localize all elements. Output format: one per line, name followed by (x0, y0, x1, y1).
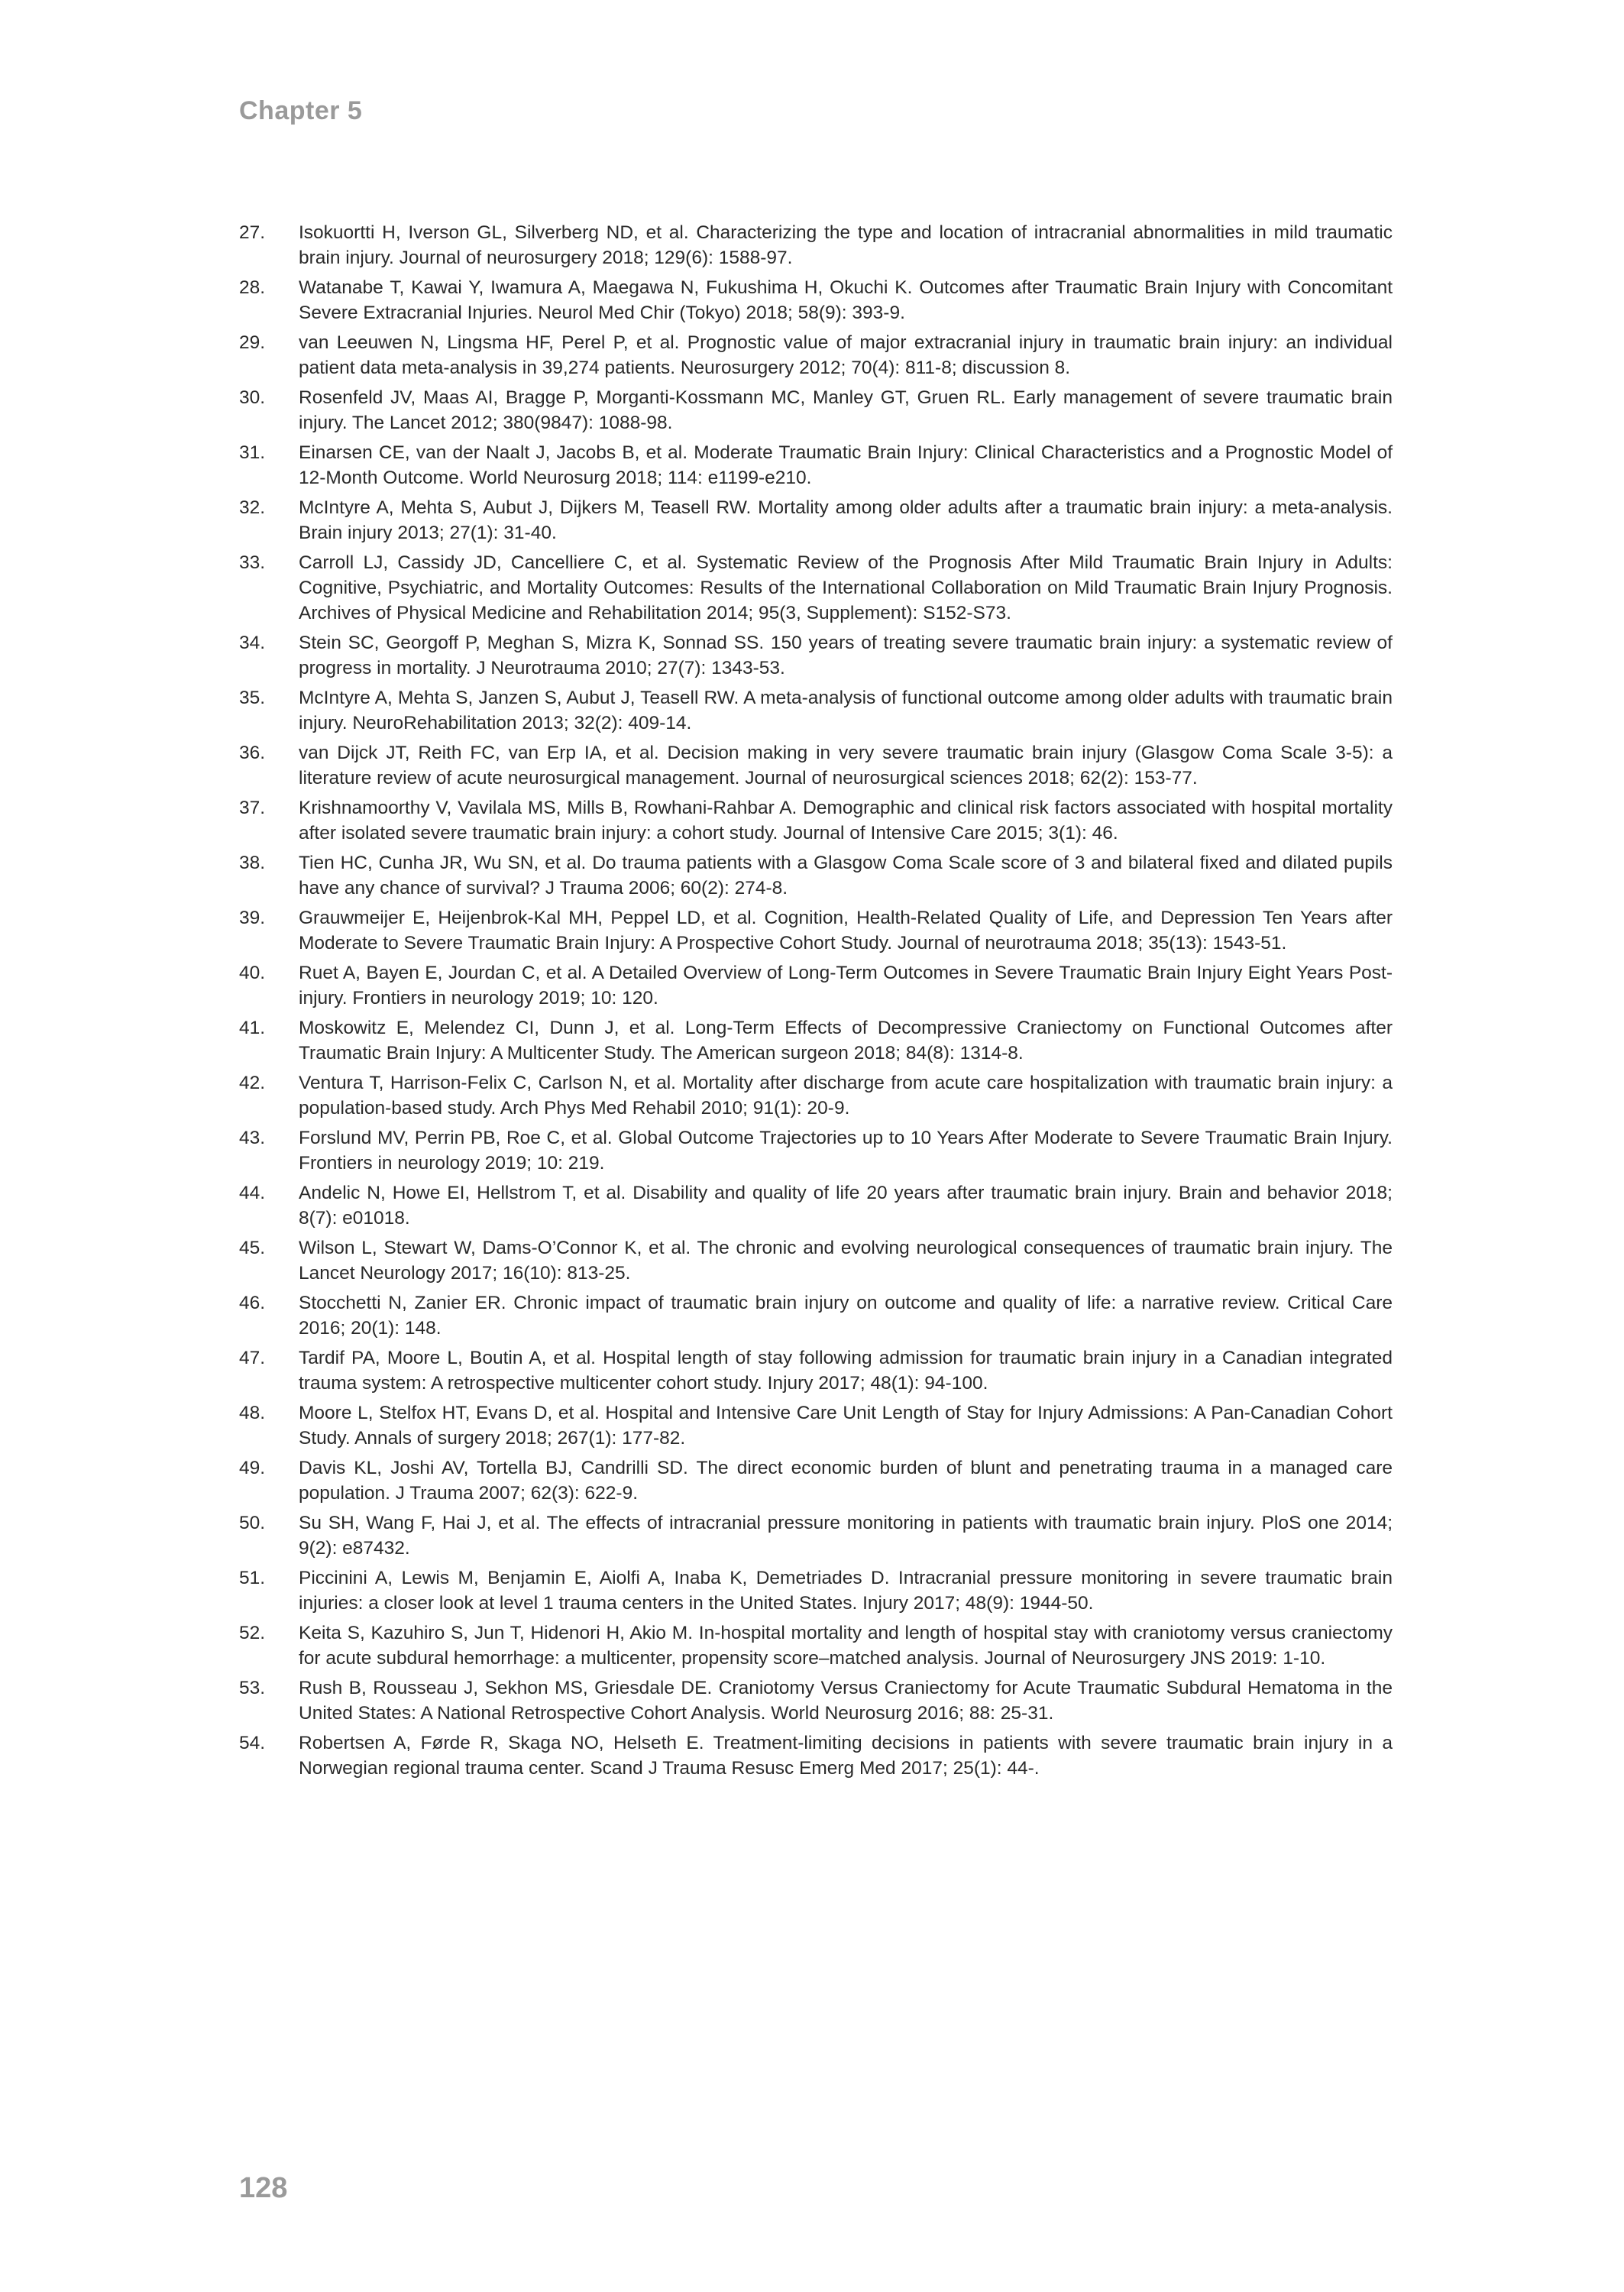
reference-item (239, 1675, 1393, 1726)
reference-text: Stein SC, Georgoff P, Meghan S, Mizra K, Sonnad SS. 150 years of treating severe traumatic brain injury: a systematic review of progress in mortality. J Neurotrauma 2010; 27(7): 1343-53. (299, 633, 1393, 678)
reference-text: Stocchetti N, Zanier ER. Chronic impact of traumatic brain injury on outcome and quality of life: a narrative review. Critical Care 2016; 20(1): 148. (299, 1293, 1393, 1339)
reference-item (239, 1235, 1393, 1286)
reference-number: 28. (239, 277, 266, 298)
reference-number: 36. (239, 743, 266, 763)
reference-item (239, 495, 1393, 545)
reference-text: Rush B, Rousseau J, Sekhon MS, Griesdale DE. Craniotomy Versus Craniectomy for Acute Traumatic Subdural Hematoma in the United States: A National Retrospective Cohort Analysis. World Neurosurg 2016; 88: 25-31. (299, 1678, 1393, 1724)
reference-text: Tardif PA, Moore L, Boutin A, et al. Hospital length of stay following admission for traumatic brain injury in a Canadian integrated trauma system: A retrospective multicenter cohort study. Injury 2017; 48(1): 94-100. (299, 1348, 1393, 1394)
chapter-header: Chapter 5 (239, 96, 363, 125)
reference-text: Moskowitz E, Melendez CI, Dunn J, et al. Long-Term Effects of Decompressive Craniectomy on Functional Outcomes after Traumatic Brain Injury: A Multicenter Study. The American surgeon 2018; 84(8): 1314-8. (299, 1018, 1393, 1063)
reference-text: Einarsen CE, van der Naalt J, Jacobs B, et al. Moderate Traumatic Brain Injury: Clinical Characteristics and a Prognostic Model of 12-Month Outcome. World Neurosurg 2018; 114: e1199-e210. (299, 442, 1393, 488)
reference-number: 44. (239, 1183, 266, 1203)
reference-item (239, 1070, 1393, 1121)
reference-item (239, 1455, 1393, 1506)
reference-text: van Dijck JT, Reith FC, van Erp IA, et al. Decision making in very severe traumatic brain injury (Glasgow Coma Scale 3-5): a literature review of acute neurosurgical management. Journal of neurosurgical sciences 2018; 62(2): 153-77. (299, 743, 1393, 788)
reference-number: 45. (239, 1238, 266, 1258)
reference-item (239, 1345, 1393, 1396)
reference-number: 50. (239, 1513, 266, 1533)
reference-text: Krishnamoorthy V, Vavilala MS, Mills B, Rowhani-Rahbar A. Demographic and clinical risk factors associated with hospital mortality after isolated severe traumatic brain injury: a cohort study. Journal of Intensive Care 2015; 3(1): 46. (299, 798, 1393, 843)
reference-number: 40. (239, 963, 266, 983)
reference-item (239, 795, 1393, 846)
reference-text: Grauwmeijer E, Heijenbrok-Kal MH, Peppel LD, et al. Cognition, Health-Related Quality of Life, and Depression Ten Years after Moderate to Severe Traumatic Brain Injury: A Prospective Cohort Study. Journal of neurotrauma 2018; 35(13): 1543-51. (299, 908, 1393, 953)
reference-number: 35. (239, 688, 266, 708)
reference-item (239, 550, 1393, 626)
reference-item (239, 740, 1393, 791)
reference-item (239, 1400, 1393, 1451)
reference-item (239, 685, 1393, 736)
reference-number: 29. (239, 332, 266, 353)
reference-item (239, 850, 1393, 901)
reference-item (239, 220, 1393, 270)
reference-number: 42. (239, 1073, 266, 1093)
reference-item (239, 905, 1393, 956)
reference-number: 37. (239, 798, 266, 818)
reference-text: Andelic N, Howe EI, Hellstrom T, et al. Disability and quality of life 20 years after traumatic brain injury. Brain and behavior 2018; 8(7): e01018. (299, 1183, 1393, 1229)
reference-item (239, 1565, 1393, 1616)
reference-text: Davis KL, Joshi AV, Tortella BJ, Candrilli SD. The direct economic burden of blunt and penetrating trauma in a managed care population. J Trauma 2007; 62(3): 622-9. (299, 1458, 1393, 1504)
reference-number: 51. (239, 1568, 266, 1588)
reference-number: 32. (239, 497, 266, 518)
reference-number: 54. (239, 1733, 266, 1753)
reference-number: 34. (239, 633, 266, 653)
reference-text: Forslund MV, Perrin PB, Roe C, et al. Global Outcome Trajectories up to 10 Years After Moderate to Severe Traumatic Brain Injury. Frontiers in neurology 2019; 10: 219. (299, 1128, 1393, 1174)
reference-number: 46. (239, 1293, 266, 1313)
reference-item (239, 275, 1393, 325)
reference-text: Wilson L, Stewart W, Dams-O’Connor K, et al. The chronic and evolving neurological consequences of traumatic brain injury. The Lancet Neurology 2017; 16(10): 813-25. (299, 1238, 1393, 1284)
reference-number: 33. (239, 552, 266, 573)
reference-number: 49. (239, 1458, 266, 1478)
reference-text: Piccinini A, Lewis M, Benjamin E, Aiolfi A, Inaba K, Demetriades D. Intracranial pressure monitoring in severe traumatic brain injuries: a closer look at level 1 trauma centers in the United States. Injury 2017; 48(9): 1944-50. (299, 1568, 1393, 1614)
reference-number: 52. (239, 1623, 266, 1643)
reference-number: 43. (239, 1128, 266, 1148)
reference-item (239, 385, 1393, 435)
reference-item (239, 1730, 1393, 1781)
reference-item (239, 1180, 1393, 1231)
reference-number: 38. (239, 853, 266, 873)
reference-number: 31. (239, 442, 266, 463)
reference-item (239, 330, 1393, 380)
reference-number: 27. (239, 222, 266, 243)
reference-text: Moore L, Stelfox HT, Evans D, et al. Hospital and Intensive Care Unit Length of Stay for Injury Admissions: A Pan-Canadian Cohort Study. Annals of surgery 2018; 267(1): 177-82. (299, 1403, 1393, 1449)
reference-number: 53. (239, 1678, 266, 1698)
reference-text: Keita S, Kazuhiro S, Jun T, Hidenori H, Akio M. In-hospital mortality and length of hospital stay with craniotomy versus craniectomy for acute subdural hemorrhage: a multicenter, propensity score–matched analysis. Journal of Neurosurgery JNS 2019: 1-10. (299, 1623, 1393, 1669)
reference-number: 39. (239, 908, 266, 928)
reference-text: Tien HC, Cunha JR, Wu SN, et al. Do trauma patients with a Glasgow Coma Scale score of 3 and bilateral fixed and dilated pupils have any chance of survival? J Trauma 2006; 60(2): 274-8. (299, 853, 1393, 898)
reference-item (239, 1510, 1393, 1561)
reference-text: Ventura T, Harrison-Felix C, Carlson N, et al. Mortality after discharge from acute care hospitalization with traumatic brain injury: a population-based study. Arch Phys Med Rehabil 2010; 91(1): 20-9. (299, 1073, 1393, 1118)
reference-item (239, 1015, 1393, 1066)
reference-item (239, 1125, 1393, 1176)
reference-item (239, 440, 1393, 490)
reference-text: van Leeuwen N, Lingsma HF, Perel P, et al. Prognostic value of major extracranial injury in traumatic brain injury: an individual patient data meta-analysis in 39,274 patients. Neurosurgery 2012; 70(4): 811-8; discussion 8. (299, 332, 1393, 378)
reference-text: Ruet A, Bayen E, Jourdan C, et al. A Detailed Overview of Long-Term Outcomes in Severe Traumatic Brain Injury Eight Years Post-injury. Frontiers in neurology 2019; 10: 120. (299, 963, 1393, 1008)
reference-number: 30. (239, 387, 266, 408)
reference-text: Rosenfeld JV, Maas AI, Bragge P, Morganti-Kossmann MC, Manley GT, Gruen RL. Early management of severe traumatic brain injury. The Lancet 2012; 380(9847): 1088-98. (299, 387, 1393, 433)
reference-text: Su SH, Wang F, Hai J, et al. The effects of intracranial pressure monitoring in patients with traumatic brain injury. PloS one 2014; 9(2): e87432. (299, 1513, 1393, 1559)
reference-number: 41. (239, 1018, 266, 1038)
reference-item (239, 960, 1393, 1011)
page-number: 128 (239, 2172, 288, 2204)
reference-item (239, 1290, 1393, 1341)
reference-text: McIntyre A, Mehta S, Aubut J, Dijkers M, Teasell RW. Mortality among older adults after a traumatic brain injury: a meta-analysis. Brain injury 2013; 27(1): 31-40. (299, 497, 1393, 543)
reference-number: 48. (239, 1403, 266, 1423)
reference-number: 47. (239, 1348, 266, 1368)
reference-text: McIntyre A, Mehta S, Janzen S, Aubut J, Teasell RW. A meta-analysis of functional outcome among older adults with traumatic brain injury. NeuroRehabilitation 2013; 32(2): 409-14. (299, 688, 1393, 733)
reference-item (239, 630, 1393, 681)
reference-text: Robertsen A, Førde R, Skaga NO, Helseth E. Treatment-limiting decisions in patients with severe traumatic brain injury in a Norwegian regional trauma center. Scand J Trauma Resusc Emerg Med 2017; 25(1): 44-. (299, 1733, 1393, 1779)
reference-item (239, 1620, 1393, 1671)
reference-list (239, 220, 1393, 1785)
reference-text: Isokuortti H, Iverson GL, Silverberg ND, et al. Characterizing the type and location of intracranial abnormalities in mild traumatic brain injury. Journal of neurosurgery 2018; 129(6): 1588-97. (299, 222, 1393, 268)
reference-text: Watanabe T, Kawai Y, Iwamura A, Maegawa N, Fukushima H, Okuchi K. Outcomes after Traumatic Brain Injury with Concomitant Severe Extracranial Injuries. Neurol Med Chir (Tokyo) 2018; 58(9): 393-9. (299, 277, 1393, 323)
reference-text: Carroll LJ, Cassidy JD, Cancelliere C, et al. Systematic Review of the Prognosis After Mild Traumatic Brain Injury in Adults: Cognitive, Psychiatric, and Mortality Outcomes: Results of the International Collaboration on Mild Traumatic Brain Injury Prognosis. Archives of Physical Medicine and Rehabilitation 2014; 95(3, Supplement): S152-S73. (299, 552, 1393, 623)
